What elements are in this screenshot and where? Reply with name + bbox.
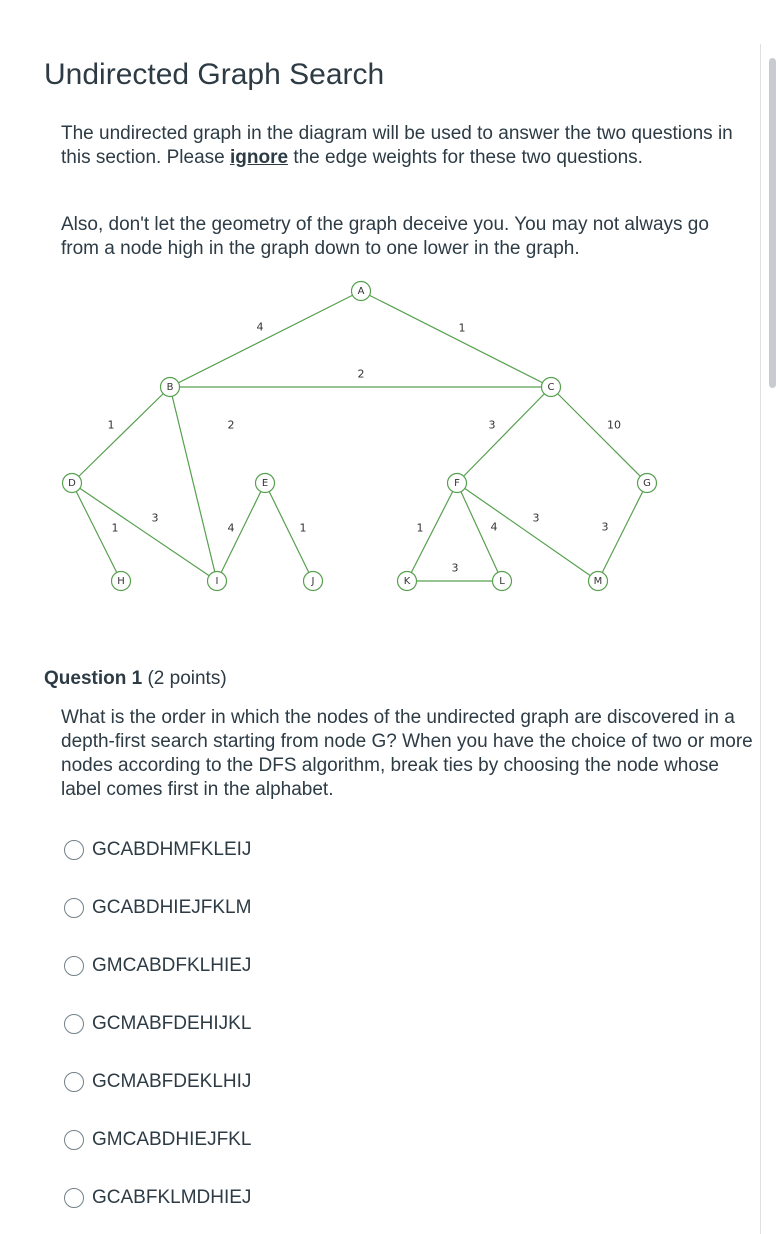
instructions-text-start: The undirected graph in the diagram will be used to answer the two questions in this section. Please — [61, 123, 733, 168]
scrollbar-thumb[interactable] — [769, 58, 776, 388]
graph-edge-f-k — [407, 483, 457, 581]
answer-option[interactable] — [64, 1011, 251, 1037]
graph-edge-d-i — [72, 483, 217, 581]
edge-weight-label: 1 — [111, 521, 119, 535]
radio-button[interactable] — [64, 956, 84, 976]
edge-weight-label: 1 — [416, 521, 424, 535]
question-text: What is the order in which the nodes of the undirected graph are discovered in a depth-first search starting from node G? When you have the choice of two or more nodes according to the DFS algorithm, break ties by choosing the node whose label comes first in the alphabet. — [61, 707, 753, 800]
edge-weight-label: 4 — [256, 320, 264, 334]
graph-node-label: M — [593, 576, 603, 587]
edge-weight-label: 3 — [451, 561, 459, 575]
graph-edge-c-f — [457, 387, 551, 483]
edge-weight-label: 1 — [458, 321, 466, 335]
question-points: (2 points) — [142, 668, 227, 689]
answer-option-label: GCABDHIEJFKLM — [92, 897, 252, 918]
radio-button[interactable] — [64, 1072, 84, 1092]
graph-edge-c-g — [551, 387, 647, 483]
graph-node-label: K — [403, 576, 411, 587]
graph-node-label: G — [643, 478, 651, 489]
graph-node-label: D — [68, 478, 76, 489]
undirected-graph-diagram — [0, 270, 776, 600]
answer-option[interactable] — [64, 837, 251, 863]
graph-edge-b-i — [170, 387, 217, 581]
graph-edge-e-i — [217, 483, 265, 581]
answer-option[interactable] — [64, 1069, 251, 1095]
question-header — [44, 668, 227, 690]
edge-weight-label: 2 — [357, 367, 365, 381]
graph-edge-a-b — [170, 291, 361, 387]
graph-node-label: E — [261, 478, 269, 489]
instructions-paragraph — [61, 122, 751, 170]
question-number: Question 1 — [44, 668, 143, 689]
edge-weight-label: 2 — [227, 418, 235, 432]
answer-option[interactable] — [64, 1127, 251, 1153]
graph-edge-f-m — [457, 483, 598, 581]
edge-weight-label: 3 — [532, 511, 540, 525]
edge-weight-label: 3 — [151, 511, 159, 525]
graph-node-label: J — [311, 576, 315, 587]
instructions-text-end: the edge weights for these two questions. — [288, 147, 643, 168]
graph-edge-a-c — [361, 291, 551, 387]
answer-option-label: GCABDHMFKLEIJ — [92, 839, 252, 860]
edge-weight-label: 1 — [107, 418, 115, 432]
graph-node-label: I — [215, 576, 219, 587]
edge-weight-label: 4 — [490, 520, 498, 534]
edge-weight-label: 3 — [601, 520, 609, 534]
answer-option-label: GCMABFDEHIJKL — [92, 1013, 252, 1034]
answer-option[interactable] — [64, 1185, 251, 1211]
radio-button[interactable] — [64, 1014, 84, 1034]
ignore-emphasis: ignore — [229, 147, 289, 168]
graph-node-label: L — [499, 576, 505, 587]
edge-weight-label: 1 — [299, 521, 307, 535]
radio-button[interactable] — [64, 840, 84, 860]
radio-button[interactable] — [64, 1130, 84, 1150]
edge-weight-label: 3 — [488, 418, 496, 432]
geometry-note-paragraph: Also, don't let the geometry of the graph deceive you. You may not always go from a node high in the graph down to one lower in the graph. — [61, 214, 709, 259]
edge-weight-label: 10 — [607, 418, 621, 432]
answer-option-label: GMCABDHIEJFKL — [92, 1129, 252, 1150]
answer-option-label: GMCABDFKLHIEJ — [92, 955, 252, 976]
answer-option-label: GCABFKLMDHIEJ — [92, 1187, 252, 1208]
graph-node-label: H — [117, 576, 125, 587]
graph-node-label: B — [166, 382, 174, 393]
answer-option-label: GCMABFDEKLHIJ — [92, 1071, 252, 1092]
page-title: Undirected Graph Search — [44, 58, 385, 91]
answer-option[interactable] — [64, 895, 251, 921]
graph-node-label: A — [357, 286, 365, 297]
radio-button[interactable] — [64, 898, 84, 918]
answer-option[interactable] — [64, 953, 251, 979]
graph-node-label: C — [547, 382, 555, 393]
graph-edge-b-d — [72, 387, 170, 483]
edge-weight-label: 4 — [227, 521, 235, 535]
radio-button[interactable] — [64, 1188, 84, 1208]
graph-node-label: F — [454, 478, 460, 489]
